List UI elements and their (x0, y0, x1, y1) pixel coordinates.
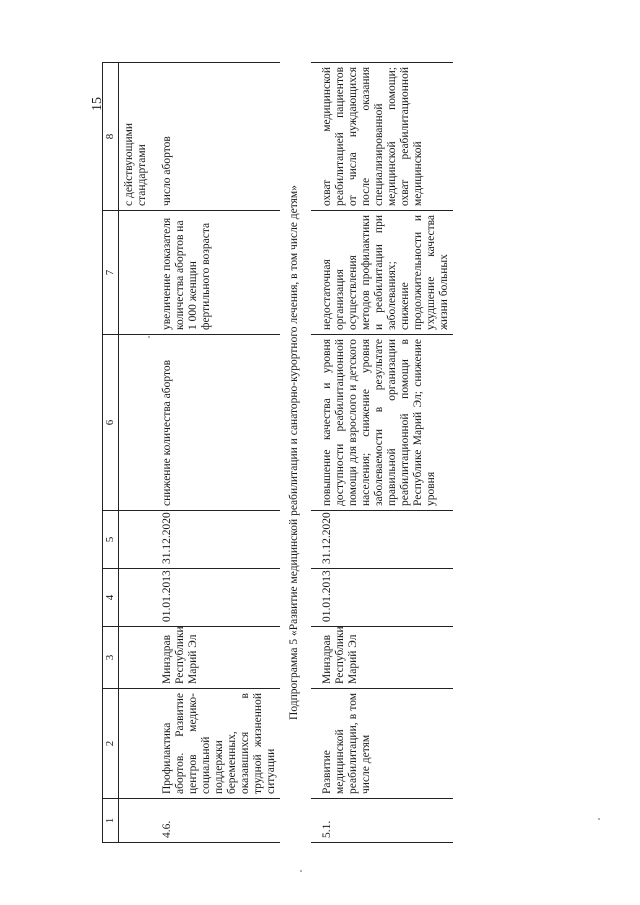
column-header-7: 7 (103, 211, 119, 335)
executor: Минздрав Республики Марий Эл (311, 627, 453, 689)
expected-result: снижение количества абортов (151, 335, 280, 511)
indicator-link: охват медицинской реабилитацией пациентов от числа нуждающихся после оказания специализированной медицинской помощи; охват реабилитационной медицинской (311, 63, 453, 211)
consequence: недостаточная организация осуществления методов профилактики и реабилитации при заболеваниях; снижение продолжительности и ухудшение качества жизни больных (311, 211, 453, 335)
activity-name: Профилактика абортов. Развитие центров медико-социальной поддержки беременных, оказавшихся в трудной жизненной ситуации (151, 689, 280, 799)
scan-speck (148, 336, 150, 338)
subprogram-title: Подпрограмма 5 «Развитие медицинской реабилитации и санаторно-курортного лечения, в том числе детям» (288, 185, 300, 720)
table-row-4-6 (151, 63, 280, 843)
executor: Минздрав Республики Марий Эл (151, 627, 280, 689)
column-header-5: 5 (103, 511, 119, 569)
end-date: 31.12.2020 (311, 511, 453, 569)
column-header-6: 6 (103, 335, 119, 511)
column-header-8: 8 (103, 63, 119, 211)
row-number: 4.6. (151, 799, 280, 843)
column-header-row (103, 63, 119, 843)
end-date: 31.12.2020 (151, 511, 280, 569)
indicator-link: число абортов (151, 63, 280, 211)
subprogram-row (280, 63, 311, 843)
continuation-text: с действующими стандартами (119, 63, 152, 211)
column-header-2: 2 (103, 689, 119, 799)
scan-speck (598, 818, 600, 820)
column-header-1: 1 (103, 799, 119, 843)
start-date: 01.01.2013 (151, 569, 280, 627)
activity-name: Развитие медицинской реабилитации, в том числе детям (311, 689, 453, 799)
page-number: 15 (90, 97, 105, 111)
continuation-row (119, 63, 152, 843)
row-number: 5.1. (311, 799, 453, 843)
column-header-4: 4 (103, 569, 119, 627)
column-header-3: 3 (103, 627, 119, 689)
scan-speck (300, 870, 302, 872)
table-row-5-1 (311, 63, 453, 843)
start-date: 01.01.2013 (311, 569, 453, 627)
activities-table (102, 62, 453, 843)
expected-result: повышение качества и уровня доступности реабилитационной помощи для взрослого и детского населения; снижение уровня заболеваемости в результате правильной организации реабилитационной помощи в Республике Марий Эл; снижение уровня (311, 335, 453, 511)
consequence: увеличение показателя количества абортов на 1 000 женщин фертильного возраста (151, 211, 280, 335)
